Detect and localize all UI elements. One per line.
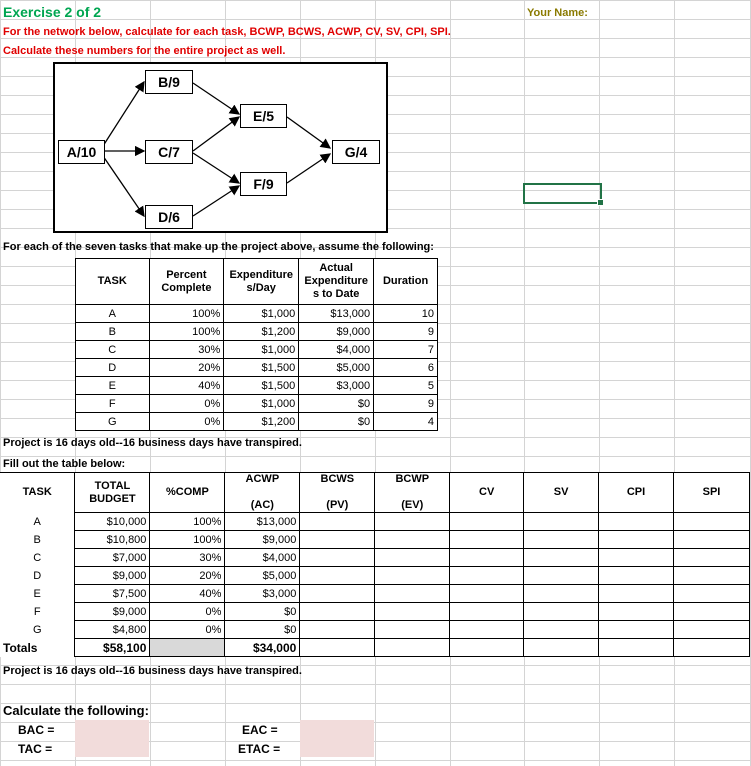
table-row: E 40% $1,500 $3,000 5 — [76, 377, 438, 395]
table2-header-sv: SV — [524, 473, 599, 513]
your-name-label: Your Name: — [527, 7, 588, 19]
arrow-d-f — [193, 186, 239, 216]
table-row: G $4,800 0% $0 — [0, 621, 750, 639]
spi-cell[interactable] — [674, 531, 750, 549]
table1-header-duration: Duration — [374, 259, 438, 305]
table2-header-bcws: BCWS (PV) — [300, 473, 375, 513]
sv-cell[interactable] — [524, 585, 599, 603]
spi-cell[interactable] — [674, 585, 750, 603]
cpi-cell[interactable] — [599, 603, 674, 621]
node-d: D/6 — [145, 205, 193, 229]
cv-cell[interactable] — [450, 531, 524, 549]
table2-note: Project is 16 days old--16 business days have transpired. — [3, 665, 302, 677]
totals-row — [0, 639, 750, 657]
bcws-cell[interactable] — [300, 585, 375, 603]
totals-cv-cell[interactable] — [450, 639, 524, 657]
table1-header-task: TASK — [76, 259, 150, 305]
selected-cell[interactable] — [523, 183, 602, 204]
table2-header-cpi: CPI — [599, 473, 674, 513]
arrow-a-b — [103, 82, 144, 146]
cv-cell[interactable] — [450, 513, 524, 531]
bcwp-cell[interactable] — [375, 603, 450, 621]
arrow-a-d — [103, 156, 144, 216]
arrow-f-g — [287, 154, 330, 183]
cv-cell[interactable] — [450, 585, 524, 603]
table2-header-task: TASK — [0, 473, 75, 513]
bcws-cell[interactable] — [300, 621, 375, 639]
node-f: F/9 — [240, 172, 287, 196]
bcwp-cell[interactable] — [375, 567, 450, 585]
table1-header-expenditure: Expenditure s/Day — [224, 259, 299, 305]
totals-acwp: $34,000 — [225, 639, 300, 657]
table-row: F $9,000 0% $0 — [0, 603, 750, 621]
table-row: C 30% $1,000 $4,000 7 — [76, 341, 438, 359]
table2-header-comp: %COMP — [150, 473, 225, 513]
table2-intro: Fill out the table below: — [3, 458, 126, 470]
cpi-cell[interactable] — [599, 585, 674, 603]
bcws-cell[interactable] — [300, 567, 375, 585]
totals-bcws-cell[interactable] — [300, 639, 375, 657]
network-arrows — [0, 0, 751, 260]
bac-tac-input-cells[interactable] — [75, 720, 149, 757]
table-row: A $10,000 100% $13,000 — [0, 513, 750, 531]
arrow-c-f — [193, 153, 239, 183]
spi-cell[interactable] — [674, 621, 750, 639]
table2-header-row — [0, 473, 750, 513]
node-g: G/4 — [332, 140, 380, 164]
table-row: G 0% $1,200 $0 4 — [76, 413, 438, 431]
bcws-cell[interactable] — [300, 513, 375, 531]
earned-value-table — [0, 472, 750, 657]
bcwp-cell[interactable] — [375, 531, 450, 549]
arrow-c-e — [193, 117, 239, 151]
table2-header-cv: CV — [450, 473, 524, 513]
table1-header-percent: Percent Complete — [149, 259, 224, 305]
cv-cell[interactable] — [450, 621, 524, 639]
node-a: A/10 — [58, 140, 105, 164]
cpi-cell[interactable] — [599, 531, 674, 549]
task-assumptions-table — [75, 258, 438, 431]
node-b: B/9 — [145, 70, 193, 94]
table-row: D $9,000 20% $5,000 — [0, 567, 750, 585]
totals-comp-cell — [150, 639, 225, 657]
cpi-cell[interactable] — [599, 621, 674, 639]
tac-label: TAC = — [18, 742, 53, 756]
sv-cell[interactable] — [524, 549, 599, 567]
spi-cell[interactable] — [674, 603, 750, 621]
spi-cell[interactable] — [674, 513, 750, 531]
bcwp-cell[interactable] — [375, 513, 450, 531]
totals-budget: $58,100 — [75, 639, 150, 657]
table1-header-actual: Actual Expenditure s to Date — [299, 259, 374, 305]
table1-intro: For each of the seven tasks that make up the project above, assume the following: — [3, 241, 434, 253]
sv-cell[interactable] — [524, 531, 599, 549]
table1-note: Project is 16 days old--16 business days have transpired. — [3, 437, 302, 449]
bcwp-cell[interactable] — [375, 549, 450, 567]
arrow-b-e — [193, 83, 239, 114]
arrow-e-g — [287, 117, 330, 148]
cpi-cell[interactable] — [599, 549, 674, 567]
bcwp-cell[interactable] — [375, 621, 450, 639]
node-c: C/7 — [145, 140, 193, 164]
cv-cell[interactable] — [450, 549, 524, 567]
cv-cell[interactable] — [450, 567, 524, 585]
table2-header-spi: SPI — [674, 473, 750, 513]
totals-spi-cell[interactable] — [674, 639, 750, 657]
bcws-cell[interactable] — [300, 549, 375, 567]
calc-title: Calculate the following: — [3, 703, 149, 718]
sv-cell[interactable] — [524, 513, 599, 531]
totals-sv-cell[interactable] — [524, 639, 599, 657]
node-e: E/5 — [240, 104, 287, 128]
instruction-line-1: For the network below, calculate for each task, BCWP, BCWS, ACWP, CV, SV, CPI, SPI. — [3, 26, 451, 38]
table-row: D 20% $1,500 $5,000 6 — [76, 359, 438, 377]
table-row: E $7,500 40% $3,000 — [0, 585, 750, 603]
table-row: F 0% $1,000 $0 9 — [76, 395, 438, 413]
bcws-cell[interactable] — [300, 531, 375, 549]
cpi-cell[interactable] — [599, 567, 674, 585]
etac-label: ETAC = — [238, 742, 281, 756]
spi-cell[interactable] — [674, 549, 750, 567]
table1-header-row — [76, 259, 438, 305]
eac-etac-input-cells[interactable] — [300, 720, 374, 757]
instruction-line-2: Calculate these numbers for the entire project as well. — [3, 45, 286, 57]
sv-cell[interactable] — [524, 567, 599, 585]
table2-header-acwp: ACWP (AC) — [225, 473, 300, 513]
table2-header-bcwp: BCWP (EV) — [375, 473, 450, 513]
bcwp-cell[interactable] — [375, 585, 450, 603]
totals-cpi-cell[interactable] — [599, 639, 674, 657]
table-row: B 100% $1,200 $9,000 9 — [76, 323, 438, 341]
table-row: C $7,000 30% $4,000 — [0, 549, 750, 567]
sv-cell[interactable] — [524, 621, 599, 639]
eac-label: EAC = — [242, 723, 278, 737]
cv-cell[interactable] — [450, 603, 524, 621]
totals-label: Totals — [3, 640, 38, 655]
bcws-cell[interactable] — [300, 603, 375, 621]
cpi-cell[interactable] — [599, 513, 674, 531]
totals-bcwp-cell[interactable] — [375, 639, 450, 657]
table-row: B $10,800 100% $9,000 — [0, 531, 750, 549]
table2-header-budget: TOTAL BUDGET — [75, 473, 150, 513]
bac-label: BAC = — [18, 723, 55, 737]
spi-cell[interactable] — [674, 567, 750, 585]
exercise-title: Exercise 2 of 2 — [3, 4, 102, 20]
sv-cell[interactable] — [524, 603, 599, 621]
table-row: A 100% $1,000 $13,000 10 — [76, 305, 438, 323]
